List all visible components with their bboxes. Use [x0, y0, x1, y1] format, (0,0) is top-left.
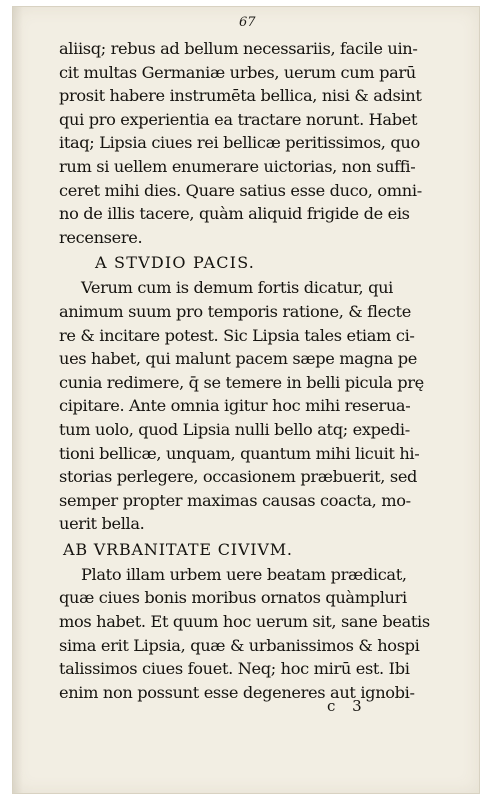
body-text — [59, 37, 459, 704]
text-line: cit multas Germaniæ urbes, uerum cum parū — [59, 62, 416, 82]
text-line: ceret mihi dies. Quare satius esse duco, omni- — [59, 180, 422, 200]
text-line: sima erit Lipsia, quæ & urbanissimos & hospi — [59, 635, 420, 655]
text-line: recensere. — [59, 227, 143, 247]
text-line: Plato illam urbem uere beatam prædicat, — [81, 564, 407, 584]
signature-mark: c 3 — [327, 697, 368, 715]
section-heading-urbanitate-civium: AB VRBANITATE CIVIVM. — [63, 539, 293, 559]
text-line: itaq; Lipsia ciues rei bellicæ peritissimos, quo — [59, 133, 420, 153]
section-heading-studio-pacis: A STVDIO PACIS. — [95, 253, 256, 273]
page-number: 67 — [239, 15, 256, 30]
text-line: prosit habere instrumēta bellica, nisi & adsint — [59, 86, 422, 106]
text-line: ues habet, qui malunt pacem sæpe magna pe — [59, 349, 418, 369]
text-line: tum uolo, quod Lipsia nulli bello atq; expedi- — [59, 419, 410, 439]
text-line: qui pro experientia ea tractare norunt. Habet — [59, 109, 418, 129]
text-line: re & incitare potest. Sic Lipsia tales etiam ci- — [59, 325, 415, 345]
text-line: cipitare. Ante omnia igitur hoc mihi reserua- — [59, 396, 411, 416]
text-line: animum suum pro temporis ratione, & flecte — [59, 301, 411, 321]
text-line: Verum cum is demum fortis dicatur, qui — [81, 278, 393, 298]
gutter-shadow — [13, 7, 23, 793]
text-line: semper propter maximas causas coacta, mo- — [59, 490, 411, 510]
text-line: rum si uellem enumerare uictorias, non suffi- — [59, 156, 416, 176]
text-line: aliisq; rebus ad bellum necessariis, facile uin- — [59, 39, 418, 58]
text-line: tioni bellicæ, unquam, quantum mihi licuit hi- — [59, 443, 420, 463]
text-line: talissimos ciues fouet. Neq; hoc mirū est. Ibi — [59, 659, 410, 679]
book-page — [12, 6, 480, 794]
text-line: no de illis tacere, quàm aliquid frigide de eis — [59, 204, 410, 224]
text-line: quæ ciues bonis moribus ornatos quàmpluri — [59, 588, 407, 608]
text-line: storias perlegere, occasionem præbuerit, sed — [59, 467, 418, 487]
text-line: uerit bella. — [59, 514, 145, 534]
text-line: cunia redimere, q̄ se temere in belli picula prę — [59, 372, 424, 392]
text-line: mos habet. Et quum hoc uerum sit, sane beatis — [59, 612, 430, 632]
text-line: enim non possunt esse degeneres aut ignobi- — [59, 682, 415, 702]
